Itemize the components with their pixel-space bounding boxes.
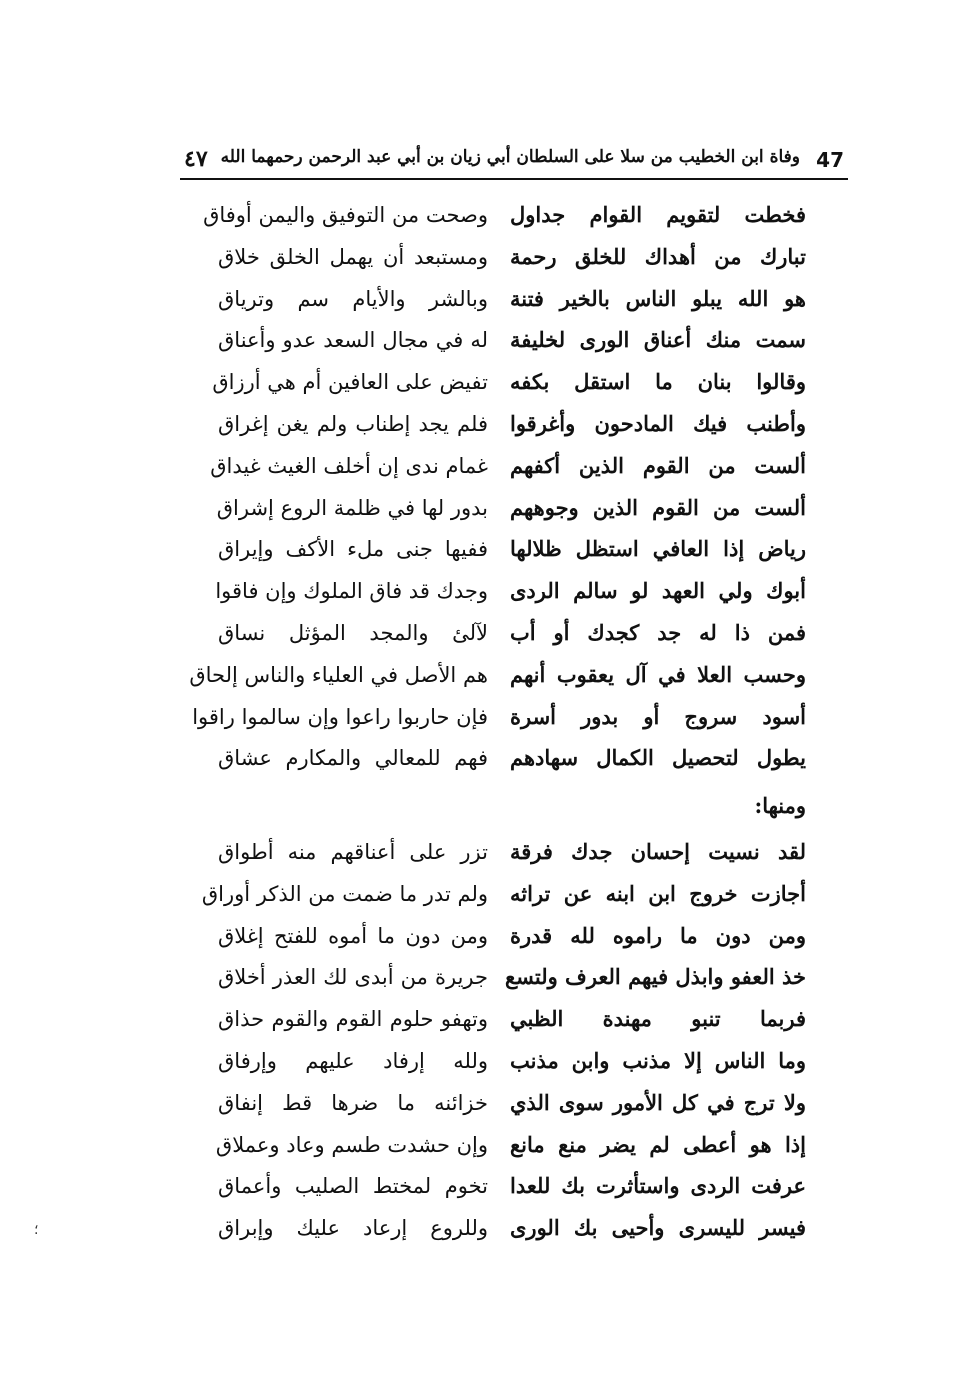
verse-second-hemistich: فهم للمعالي والمكارم عشاق — [218, 746, 488, 771]
verse-first-hemistich: رياض إذا العافي استظل ظلالها — [510, 536, 806, 562]
verse-second-hemistich: تفيض على العافين أم هي أرزاق — [212, 370, 488, 395]
verse-second-hemistich: ولله إرفاد عليهم وإرفاق — [218, 1049, 488, 1073]
verse-second-hemistich: جريرة من أبدى لك العذر أخلاق — [218, 965, 488, 990]
verse-first-hemistich: وحسب العلا في آل يعقوب أنهم — [510, 661, 806, 687]
verse-second-hemistich: وبالشر والأيام سم وترياق — [218, 286, 488, 311]
verse-second-hemistich: تزر على أعناقهم منه أطواق — [218, 840, 488, 864]
margin-mark: ؛ — [34, 1222, 39, 1238]
verse-second-hemistich: وإن حشدت طسم وعاد وعملاق — [215, 1132, 488, 1157]
verse-second-hemistich: ومن دون ما أموه للفتح إغلاق — [218, 923, 488, 948]
verse-first-hemistich: أسود سروج أو بدور أسرة — [510, 703, 806, 729]
verse-first-hemistich: عرفت الردى واستأثرت بك للعدا — [510, 1173, 806, 1199]
verse-second-hemistich: وتهفو حلوم القوم والقوم حذاق — [218, 1007, 488, 1032]
verse-second-hemistich: ففيها جنى ملء الأكف وإيراق — [218, 537, 488, 562]
verse-second-hemistich: هم الأصل في العلياء والناس إلحاق — [189, 662, 488, 687]
verse-second-hemistich: ومستبعد أن يهمل الخلق خلاق — [218, 244, 488, 269]
verse-second-hemistich: تخوم لمختط الصليب وأعماق — [218, 1174, 488, 1199]
verse-second-hemistich: غمام ندى إن أخلف الغيث غيداق — [210, 453, 488, 478]
verse-first-hemistich: هو الله يبلو الناس بالخير فتنة — [510, 285, 806, 311]
verse-first-hemistich: يطول لتحصيل الكمال سهادهم — [510, 745, 806, 771]
verse-first-hemistich: تبارك من أهداك للخلق رحمة — [510, 243, 806, 269]
verse-second-hemistich: وللروع إرعاد عليك وإبراق — [218, 1216, 488, 1241]
verse-first-hemistich: ألست من القوم الذين أكفهم — [510, 452, 806, 478]
verse-first-hemistich: فخطت لتقويم القوام جداول — [510, 202, 806, 227]
verse-second-hemistich: بدور لها في ظلمة الروع إشراق — [216, 495, 488, 520]
verse-first-hemistich: ألست من القوم الذين وجوههم — [510, 494, 806, 520]
running-title: وفاة ابن الخطيب من سلا على السلطان أبي زيان بن أبي عبد الرحمن رحمهما الله — [220, 147, 800, 167]
verse-first-hemistich: أجازت خروج ابن ابنه عن تراثه — [510, 880, 806, 906]
verse-second-hemistich: فإن حاربوا راعوا وإن سالموا راقوا — [192, 704, 488, 729]
verse-second-hemistich: لآلئ والمجد المؤثل نساق — [218, 621, 488, 645]
verse-first-hemistich: فيسر لليسرى وأحيى بك الورى — [510, 1215, 806, 1241]
verse-second-hemistich: فلم يجد إطناب ولم يغن إغراق — [218, 412, 488, 436]
verse-first-hemistich: خذ العفو وابذل فيهم العرف ولتسع — [504, 964, 806, 990]
verse-first-hemistich: إذا هو أعطى لم يضر منع مانع — [510, 1131, 806, 1157]
verse-second-hemistich: وصحت من التوفيق واليمن أوفاق — [203, 203, 488, 227]
verse-first-hemistich: أبوك ولي العهد لو سالم الردى — [510, 578, 806, 604]
verse-first-hemistich: وأطنب فيك المادحون وأغرقوا — [510, 411, 806, 436]
verse-first-hemistich: ومن دون ما راموه لله قدرة — [510, 922, 806, 948]
verse-second-hemistich: ولم تدر ما ضمت من الذكر أوراق — [201, 881, 488, 906]
page-number-arabic: ٤٧ — [184, 146, 208, 172]
section-subheading: ومنها: — [754, 793, 806, 818]
verse-first-hemistich: ولا ترج في كل الأمور سوى الذي — [510, 1089, 806, 1115]
verse-first-hemistich: فمن ذا له جد كجدك أو أب — [510, 620, 806, 645]
verse-first-hemistich: سمت منك أعناق الورى لخليفة — [510, 327, 806, 353]
page-number-latin: 47 — [816, 148, 844, 172]
verse-first-hemistich: وما الناس إلا مذنب وابن مذنب — [510, 1048, 806, 1073]
verse-second-hemistich: له في مجال السعد عدو وأعناق — [218, 328, 488, 353]
running-header — [180, 142, 848, 180]
verse-first-hemistich: فربما تنبو مهندة الظبي — [510, 1006, 806, 1032]
verse-second-hemistich: خزائنه ما ضرها قط إنفاق — [218, 1090, 488, 1115]
verse-first-hemistich: لقد نسيت إحسان جدك فرقة — [510, 839, 806, 864]
verse-second-hemistich: وجدك قد فاق الملوك وإن فاقوا — [215, 579, 488, 604]
verse-first-hemistich: وقالوا بنان ما استقل بكفه — [510, 369, 806, 395]
